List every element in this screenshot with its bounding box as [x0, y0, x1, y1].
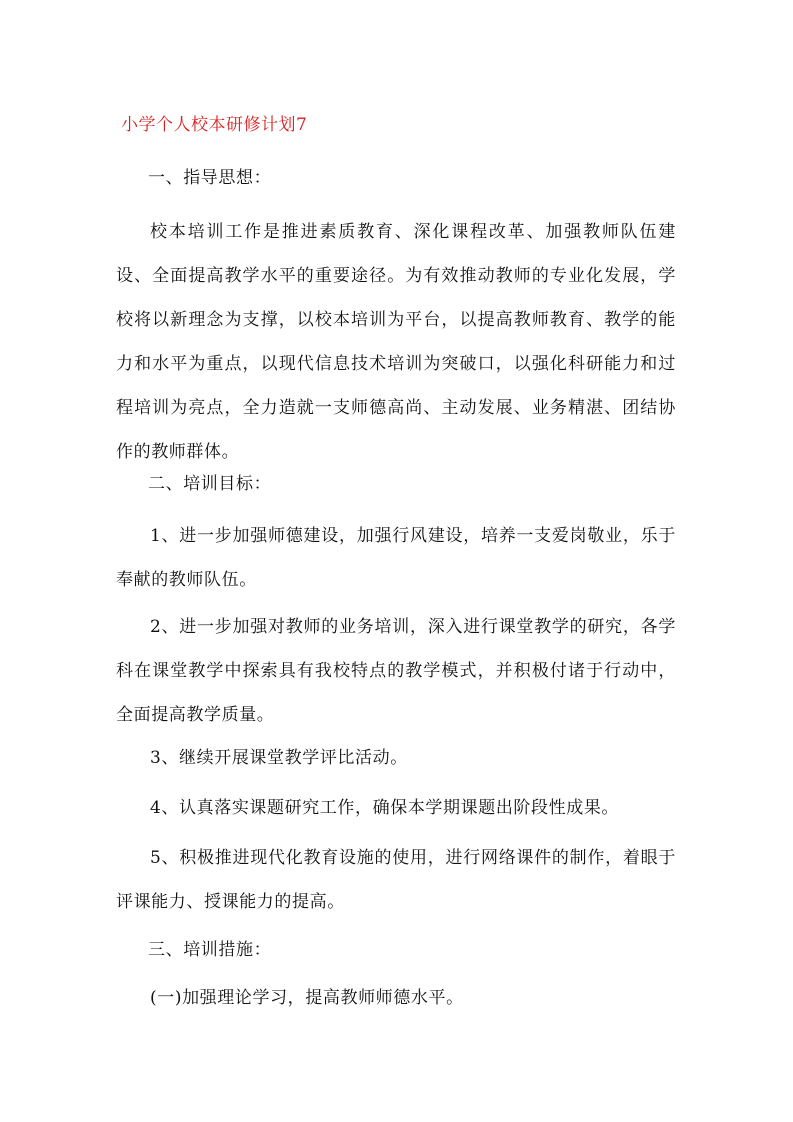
paragraph-measure-1: (一)加强理论学习，提高教师师德水平。 — [150, 988, 464, 1008]
section-heading-guiding-ideology: 一、指导思想： — [148, 168, 272, 188]
section-heading-training-measures: 三、培训措施： — [148, 940, 272, 960]
paragraph-guiding-ideology: 校本培训工作是推进素质教育、深化课程改革、加强教师队伍建设、全面提高教学水平的重要途径。为有效推动教师的专业化发展，学校将以新理念为支撑，以校本培训为平台，以提高教师教育、教学的能力和水平为重点，以现代信息技术培训为突破口，以强化科研能力和过程培训为亮点，全力造就一支师德高尚、主动发展、业务精湛、团结协作的教师群体。 — [116, 222, 676, 462]
paragraph-goal-1: 1、进一步加强师德建设，加强行风建设，培养一支爱岗敬业，乐于奉献的教师队伍。 — [116, 526, 676, 590]
paragraph-goal-2: 2、进一步加强对教师的业务培训，深入进行课堂教学的研究，各学科在课堂教学中探索具有我校特点的教学模式，并积极付诸于行动中，全面提高教学质量。 — [116, 617, 676, 725]
document-title: 小学个人校本研修计划7 — [121, 115, 308, 135]
paragraph-goal-5: 5、积极推进现代化教育设施的使用，进行网络课件的制作，着眼于评课能力、授课能力的提高。 — [116, 848, 676, 912]
section-heading-training-goals: 二、培训目标： — [148, 474, 272, 494]
paragraph-goal-4: 4、认真落实课题研究工作，确保本学期课题出阶段性成果。 — [150, 798, 620, 818]
paragraph-goal-3: 3、继续开展课堂教学评比活动。 — [150, 748, 408, 768]
